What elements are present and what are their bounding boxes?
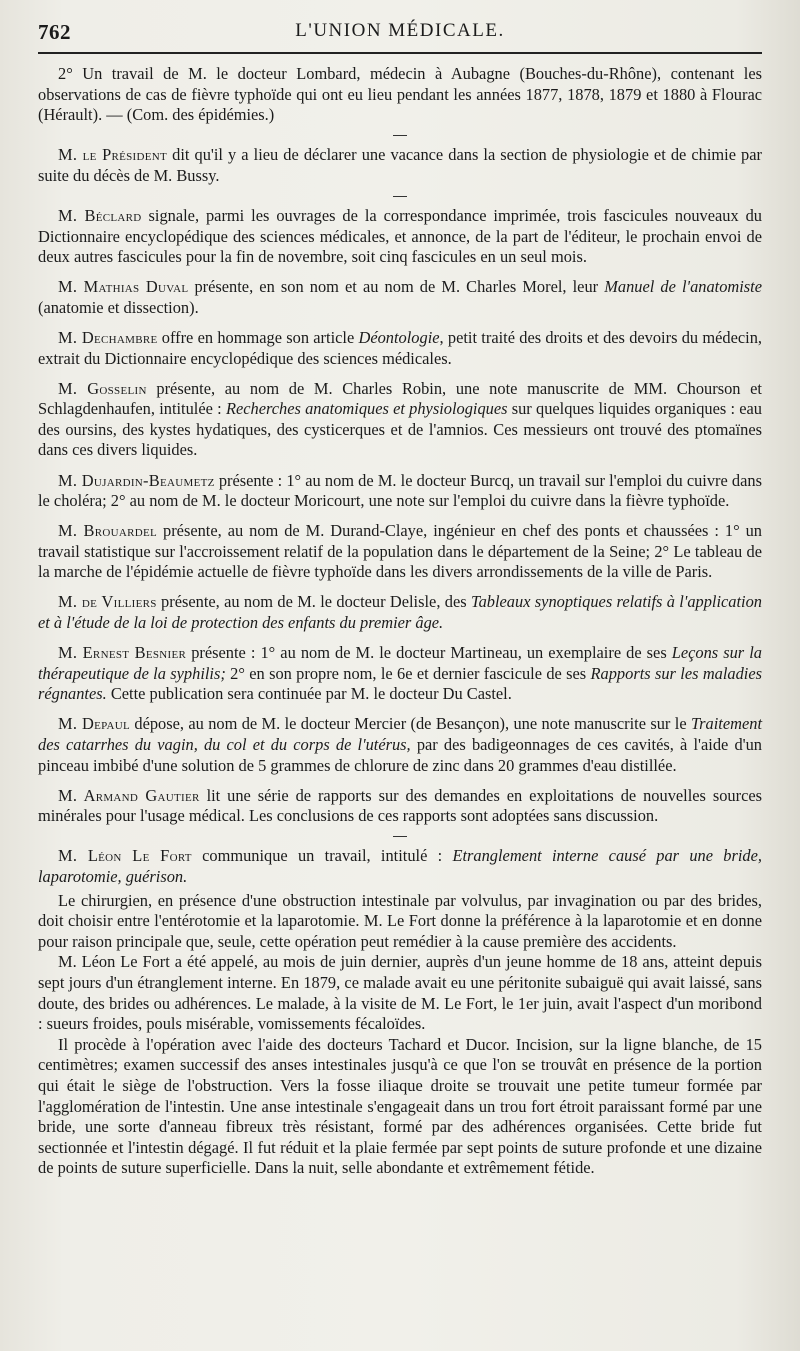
speaker-name: M. Gosselin	[58, 378, 147, 398]
speaker-name: M. le Président	[58, 145, 168, 165]
speaker-name: M. Béclard	[58, 205, 142, 225]
work-title: Tableaux synoptiques relatifs à l'application et à l'étude de la loi de protection des enfants du premier âge.	[38, 592, 762, 633]
speaker-name: M. Brouardel	[58, 521, 158, 541]
note-title: Recherches anatomiques et physiologiques	[225, 399, 508, 419]
entry-de-villiers	[38, 592, 762, 633]
entry-president	[38, 145, 762, 186]
entry-text: présente, en son nom et au nom de M. Charles Morel, leur	[188, 277, 605, 297]
entry-text: (anatomie et dissection).	[38, 297, 199, 317]
work-title: Rapports sur les maladies régnantes.	[38, 663, 762, 704]
speaker-name: M. de Villiers	[58, 592, 157, 612]
entry-gosselin	[38, 379, 762, 461]
speaker-name: M. Depaul	[58, 714, 131, 734]
speaker-name: M. Dechambre	[58, 327, 158, 347]
header-rule	[38, 52, 762, 54]
speaker-name: M. Mathias Duval	[58, 277, 189, 297]
entry-lombard	[38, 64, 762, 126]
speaker-name: M. Dujardin-Beaumetz	[58, 470, 215, 490]
entry-text: Cette publication sera continuée par M. le docteur Du Castel.	[106, 684, 512, 704]
entry-duval	[38, 277, 762, 318]
entry-le-fort	[38, 846, 762, 887]
book-title: Manuel de l'anatomiste	[604, 277, 762, 297]
speaker-name: M. Ernest Besnier	[58, 643, 187, 663]
separator-dash	[393, 196, 407, 197]
entry-text: dépose, au nom de M. le docteur Mercier (de Besançon), une note manuscrite sur le	[130, 714, 691, 734]
running-title: L'UNION MÉDICALE.	[295, 20, 505, 41]
entry-text: dit qu'il y a lieu de déclarer une vacance dans la section de physiologie et de chimie par suite du décès de M. Bussy.	[38, 145, 762, 185]
work-title: Leçons sur la thérapeutique de la syphilis;	[38, 643, 762, 683]
page-header	[38, 14, 762, 48]
entry-text: présente, au nom de M. Durand-Claye, ingénieur en chef des ponts et chaussées : 1° un travail statistique sur l'accroissement relatif de la population dans le département de la Seine; 2° Le tableau de la marche de l'épidémie actuelle de fièvre typhoïde dans les divers arrondissements de la ville de Paris.	[38, 521, 762, 582]
entry-besnier	[38, 643, 762, 705]
entry-text: 2° Un travail de M. le docteur Lombard, médecin à Aubagne (Bouches-du-Rhône), contenant les observations de cas de fièvre typhoïde qui ont eu lieu pendant les années 1877, 1878, 1879 et 1880 à Flourac (Hérault). — (Com. des épidémies.)	[38, 64, 762, 125]
entry-text: sur quelques liquides organiques : eau des oursins, des kystes hydatiques, des cysticerques et de l'amnios. Ces messieurs ont trouvé des ptomaïnes dans ces divers liquides.	[38, 399, 763, 460]
entry-dechambre	[38, 328, 762, 369]
entry-dujardin-beaumetz	[38, 471, 762, 512]
speaker-name: M. Armand Gautier	[58, 785, 200, 805]
entry-text: présente, au nom de M. Charles Robin, une note manuscrite de MM. Chourson et Schlagdenhaufen, intitulée :	[38, 378, 762, 419]
entry-text: par des badigeonnages de ces cavités, à l'aide d'un pinceau imbibé d'une solution de 5 grammes de chlorure de zinc dans 20 grammes d'eau distillée.	[38, 735, 762, 775]
separator-dash	[393, 836, 407, 837]
body-paragraph: Il procède à l'opération avec l'aide des docteurs Tachard et Ducor. Incision, sur la ligne blanche, de 15 centimètres; examen successif des anses intestinales jusqu'à ce que l'on se trouvât en présence de la portion qui était le siège de l'obstruction. Vers la fosse iliaque droite se trouvait une petite tumeur formée par l'agglomération de l'intestin. Une anse intestinale s'engageait dans un trou fort étroit paraissant formé par une bride, une sorte d'anneau fibreux très résistant, formé par des adhérences organisées. Cette bride fut sectionnée et l'intestin dégagé. Il fut réduit et la plaie fermée par sept points de suture profonde et une dizaine de points de suture superficielle. Dans la nuit, selle abondante et extrêmement fétide.	[38, 1034, 762, 1178]
article-title: Déontologie	[358, 327, 440, 347]
entry-text: 2° en son propre nom, le 6e et dernier fascicule de ses	[225, 663, 591, 683]
speaker-name: M. Léon Le Fort	[58, 846, 192, 866]
body-paragraph: Le chirurgien, en présence d'une obstruction intestinale par volvulus, par invagination ou par des brides, doit choisir entre l'entérotomie et la laparotomie. M. Le Fort donne la préférence à la laparotomie et en donne pour raison principale que, seule, cette opération peut remédier à la cause première des accidents.	[38, 890, 762, 951]
entry-text: présente : 1° au nom de M. le docteur Martineau, un exemplaire de ses	[186, 643, 672, 663]
body-paragraph: M. Léon Le Fort a été appelé, au mois de juin dernier, auprès d'un jeune homme de 18 ans, atteint depuis sept jours d'un étranglement interne. En 1879, ce malade avait eu une péritonite subaiguë qui avait laissé, sans doute, des brides ou adhérences. Le malade, à la visite de M. Le Fort, le 1er juin, avait l'aspect d'un moribond : sueurs froides, pouls misérable, vomissements fécaloïdes.	[38, 952, 762, 1034]
entry-text: présente : 1° au nom de M. le docteur Burcq, un travail sur l'emploi du cuivre dans le choléra; 2° au nom de M. le docteur Moricourt, une note sur l'emploi du cuivre dans la fièvre typhoïde.	[38, 470, 762, 511]
separator-dash	[393, 135, 407, 136]
note-title: Traitement des catarrhes du vagin, du col et du corps de l'utérus,	[38, 714, 762, 755]
entry-depaul	[38, 714, 762, 776]
entry-text: présente, au nom de M. le docteur Delisle, des	[156, 592, 471, 612]
entry-text: , petit traité des droits et des devoirs du médecin, extrait du Dictionnaire encyclopédique des sciences médicales.	[38, 327, 762, 368]
entry-gautier	[38, 786, 762, 827]
entry-brouardel	[38, 521, 762, 583]
page-number: 762	[38, 20, 71, 44]
entry-text: lit une série de rapports sur des demandes en exploitations de nouvelles sources minérales pour l'usage médical. Les conclusions de ces rapports sont adoptées sans discussion.	[38, 785, 762, 826]
communication-title: Etranglement interne causé par une bride, laparotomie, guérison.	[38, 846, 762, 886]
entry-text: communique un travail, intitulé :	[191, 846, 453, 866]
entry-beclard	[38, 206, 762, 268]
entry-text: offre en hommage son article	[157, 327, 359, 347]
entry-text: signale, parmi les ouvrages de la correspondance imprimée, trois fascicules nouveaux du Dictionnaire encyclopédique des sciences médicales, et annonce, de la part de l'éditeur, le prochain envoi de deux autres fascicules pour la fin de novembre, soit cinq fascicules en un seul mois.	[38, 205, 762, 267]
